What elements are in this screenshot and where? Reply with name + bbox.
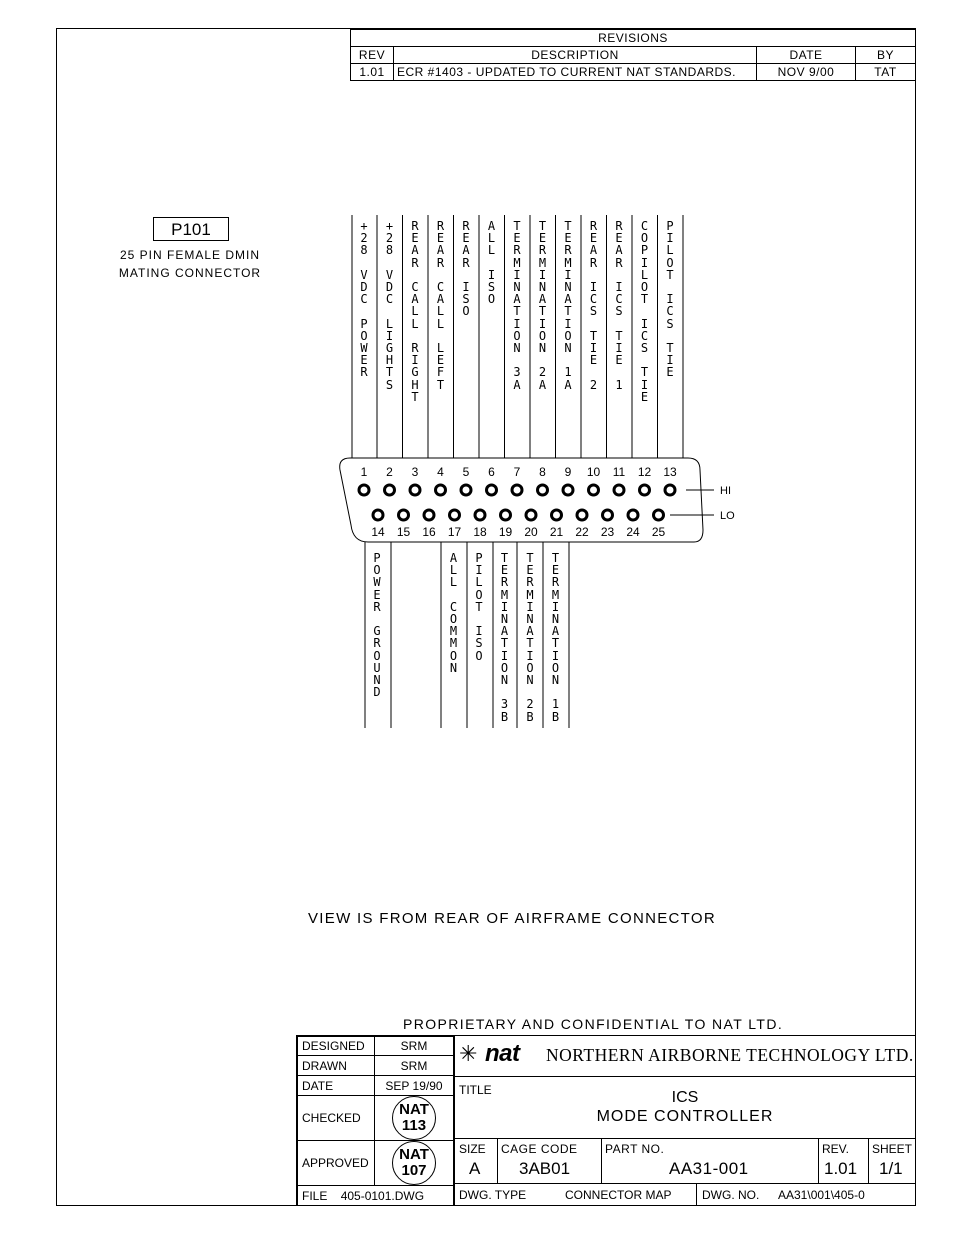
pin-number-11: 11 [612, 465, 626, 479]
file-cell [298, 1186, 454, 1206]
pin-number-13: 13 [663, 465, 677, 479]
pin-3 [410, 485, 420, 495]
size-value: A [469, 1159, 481, 1178]
pin-14 [373, 510, 383, 520]
pin-number-25: 25 [651, 525, 666, 539]
sheet-cell [868, 1139, 915, 1183]
nat-logo: nat [485, 1040, 520, 1067]
pin-number-16: 16 [422, 525, 436, 539]
pin-12 [640, 485, 650, 495]
signal-label-pin-17: A L L C O M M O N [449, 551, 458, 675]
pin-number-9: 9 [564, 465, 572, 479]
size-cell [455, 1139, 498, 1183]
pin-9 [563, 485, 573, 495]
approved-stamp-org: NAT [399, 1146, 429, 1163]
part-label: PART NO. [605, 1142, 665, 1156]
pin-number-17: 17 [447, 525, 462, 539]
by-header: BY [856, 47, 916, 64]
designed-value: SRM [375, 1037, 454, 1056]
signoff-table [297, 1036, 454, 1206]
signal-label-pin-13: P I L O T I C S T I E [666, 219, 674, 380]
cage-value: 3AB01 [519, 1159, 571, 1178]
pin-number-8: 8 [539, 465, 546, 479]
pin-number-2: 2 [386, 465, 393, 479]
designed-label: DESIGNED [298, 1037, 375, 1056]
dwg-divider [696, 1184, 697, 1205]
file-label: FILE [302, 1188, 328, 1203]
signal-label-pin-14: P O W E R G R O U N D [373, 551, 381, 700]
title-line-2: MODE CONTROLLER [596, 1108, 774, 1125]
rev-cell-tb [818, 1139, 869, 1183]
signal-label-pin-5: R E A R I S O [462, 219, 470, 319]
checked-stamp-cell [375, 1096, 454, 1141]
drawn-value: SRM [375, 1056, 454, 1076]
pin-22 [577, 510, 587, 520]
pin-number-15: 15 [396, 525, 411, 539]
title-label: TITLE [459, 1083, 492, 1097]
checked-stamp-org: NAT [399, 1101, 429, 1118]
cage-cell [497, 1139, 602, 1183]
signal-label-pin-2: + 2 8 V D C L I G H T S [385, 219, 394, 392]
part-cell [601, 1139, 819, 1183]
pin-24 [628, 510, 638, 520]
pin-number-3: 3 [411, 465, 419, 479]
dwg-row [454, 1184, 915, 1205]
pin-17 [450, 510, 460, 520]
rev-cell: 1.01 [351, 64, 394, 81]
checked-label: CHECKED [298, 1096, 375, 1141]
pin-2 [385, 485, 395, 495]
approved-stamp-num: 107 [401, 1162, 427, 1179]
date-label: DATE [298, 1076, 375, 1096]
signal-label-pin-4: R E A R C A L L L E F T [436, 219, 445, 392]
dwg-no-label: DWG. NO. [702, 1188, 760, 1202]
company-name: NORTHERN AIRBORNE TECHNOLOGY LTD. [546, 1045, 914, 1065]
signal-label-pin-1: + 2 8 V D C P O W E R [360, 219, 368, 380]
part-value: AA31-001 [669, 1159, 749, 1178]
checked-stamp [392, 1096, 436, 1140]
connector-desc-1: 25 PIN FEMALE DMIN [119, 248, 261, 262]
pin-8 [538, 485, 548, 495]
signal-label-pin-6: A L L I S O [487, 219, 496, 307]
revisions-title: REVISIONS [351, 30, 916, 47]
title-row [454, 1077, 915, 1139]
date-header: DATE [757, 47, 856, 64]
view-note: VIEW IS FROM REAR OF AIRFRAME CONNECTOR [308, 910, 716, 927]
pin-number-22: 22 [575, 525, 589, 539]
dwg-type-value: CONNECTOR MAP [565, 1188, 672, 1202]
pin-6 [487, 485, 497, 495]
approved-stamp [392, 1141, 436, 1185]
pin-number-5: 5 [462, 465, 470, 479]
pin-25 [654, 510, 664, 520]
sheet-value: 1/1 [879, 1159, 903, 1178]
signal-label-pin-10: R E A R I C S T I E 2 [589, 219, 598, 392]
date-value: SEP 19/90 [375, 1076, 454, 1096]
signal-label-pin-21: T E R M I N A T I O N 1 B [551, 551, 560, 724]
signal-label-pin-7: T E R M I N A T I O N 3 A [513, 219, 521, 392]
rev-header: REV [351, 47, 394, 64]
pin-number-10: 10 [586, 465, 601, 479]
checked-stamp-num: 113 [401, 1117, 427, 1134]
part-row [454, 1139, 915, 1184]
title-block [296, 1035, 916, 1206]
nat-star-icon: ✳ [459, 1041, 478, 1066]
rev-value: 1.01 [824, 1159, 858, 1178]
signal-label-pin-3: R E A R C A L L R I G H T [411, 219, 419, 404]
signal-label-pin-8: T E R M I N A T I O N 2 A [538, 219, 547, 392]
cage-label: CAGE CODE [501, 1142, 578, 1156]
pin-16 [424, 510, 434, 520]
description-cell: ECR #1403 - UPDATED TO CURRENT NAT STANDARDS. [394, 64, 757, 81]
pin-21 [552, 510, 562, 520]
date-cell: NOV 9/00 [757, 64, 856, 81]
title-line-1: ICS [671, 1089, 699, 1106]
rev-label: REV. [822, 1142, 849, 1156]
hi-label: HI [720, 485, 731, 497]
file-value: 405-0101.DWG [340, 1188, 425, 1203]
pin-13 [665, 485, 675, 495]
signal-label-pin-12: C O P I L O T I C S T I E [640, 219, 649, 404]
signal-label-pin-11: R E A R I C S T I E 1 [615, 219, 623, 392]
proprietary-notice: PROPRIETARY AND CONFIDENTIAL TO NAT LTD. [403, 1016, 784, 1032]
pin-7 [512, 485, 522, 495]
pin-number-18: 18 [473, 525, 487, 539]
connector-desc-2: MATING CONNECTOR [118, 266, 262, 280]
pin-1 [359, 485, 369, 495]
pin-number-23: 23 [600, 525, 615, 539]
pin-number-21: 21 [549, 525, 564, 539]
dwg-no-value: AA31\001\405-0 [778, 1188, 865, 1202]
lo-label: LO [720, 510, 735, 522]
pin-number-6: 6 [488, 465, 495, 479]
pin-11 [614, 485, 624, 495]
pin-4 [436, 485, 446, 495]
dwg-type-label: DWG. TYPE [459, 1188, 527, 1202]
pin-20 [526, 510, 536, 520]
pin-number-12: 12 [637, 465, 652, 479]
sheet-label: SHEET [872, 1142, 913, 1156]
signal-label-pin-18: P I L O T I S O [475, 551, 483, 663]
description-header: DESCRIPTION [394, 47, 757, 64]
pin-number-4: 4 [437, 465, 444, 479]
pin-number-7: 7 [513, 465, 521, 479]
signal-label-pin-9: T E R M I N A T I O N 1 A [564, 219, 572, 392]
signal-label-pin-20: T E R M I N A T I O N 2 B [526, 551, 534, 724]
approved-stamp-cell [375, 1141, 454, 1186]
pin-23 [603, 510, 613, 520]
pin-18 [475, 510, 485, 520]
pin-number-24: 24 [626, 525, 640, 539]
by-cell: TAT [856, 64, 916, 81]
approved-label: APPROVED [298, 1141, 375, 1186]
signal-label-pin-19: T E R M I N A T I O N 3 B [500, 551, 509, 724]
company-row [454, 1036, 915, 1077]
pin-10 [589, 485, 599, 495]
pin-number-19: 19 [498, 525, 513, 539]
pin-number-1: 1 [360, 465, 368, 479]
pin-number-14: 14 [371, 525, 385, 539]
pin-15 [399, 510, 409, 520]
pin-number-20: 20 [524, 525, 538, 539]
pin-5 [461, 485, 471, 495]
drawn-label: DRAWN [298, 1056, 375, 1076]
size-label: SIZE [459, 1142, 486, 1156]
connector-id: P101 [171, 220, 211, 239]
pin-19 [501, 510, 511, 520]
